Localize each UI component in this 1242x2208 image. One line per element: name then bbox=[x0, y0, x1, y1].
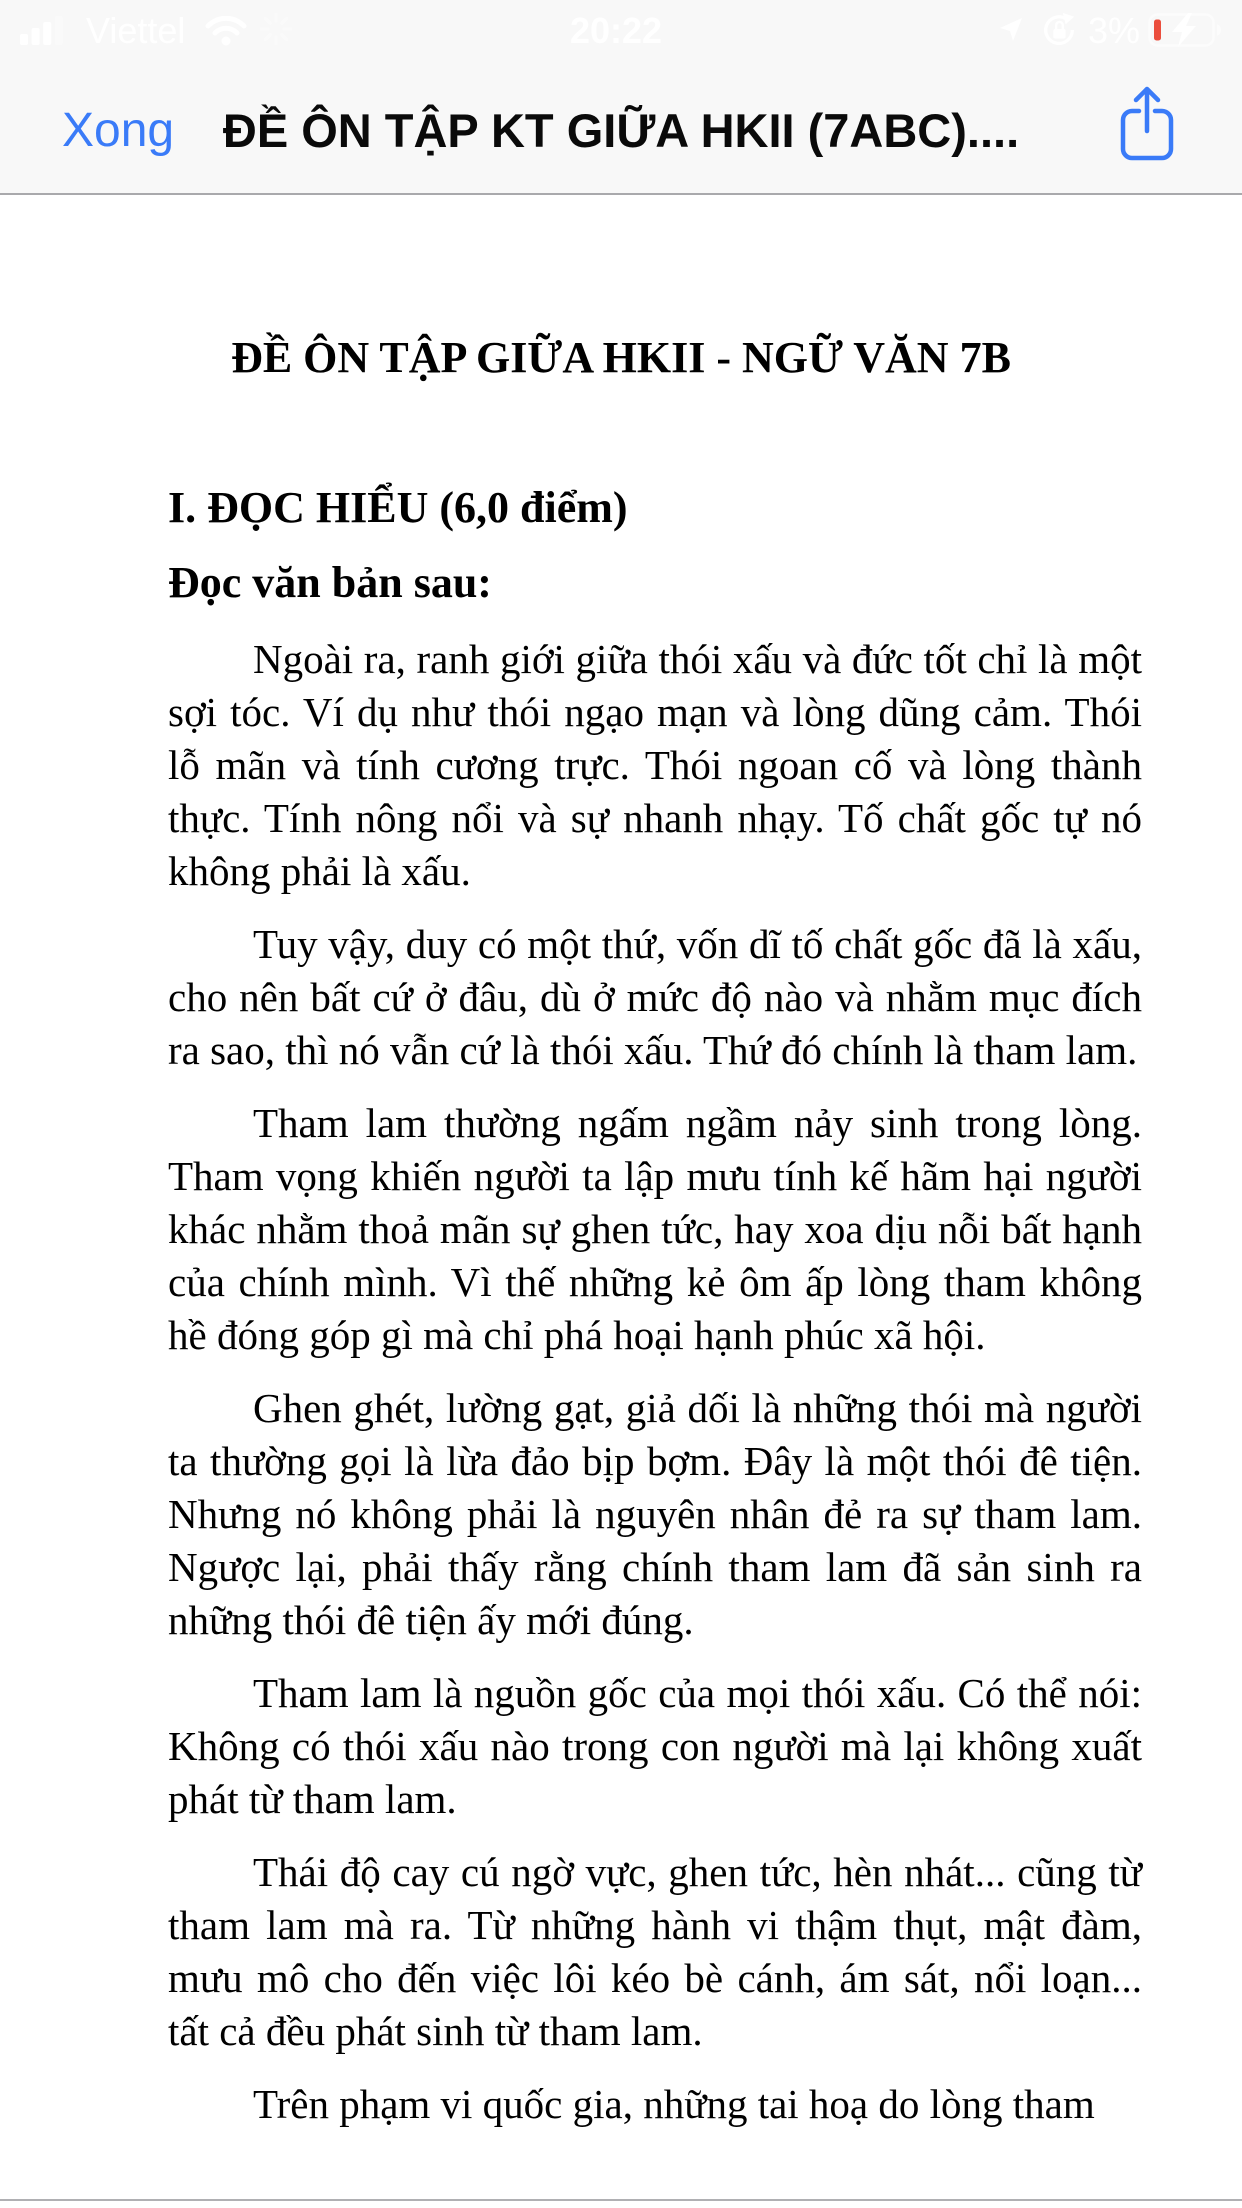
paragraph: Tham lam thường ngấm ngầm nảy sinh trong lòng. Tham vọng khiến người ta lập mưu tính kế hãm hại người khác nhằm thoả mãn sự ghen tức, hay xoa dịu nỗi bất hạnh của chính mình. Vì thế những kẻ ôm ấp lòng tham không hề đóng góp gì mà chỉ phá hoại hạnh phúc xã hội. bbox=[168, 1100, 1142, 1358]
navigation-bar bbox=[0, 60, 1242, 193]
wifi-icon bbox=[204, 12, 248, 46]
paragraph: Tuy vậy, duy có một thứ, vốn dĩ tố chất gốc đã là xấu, cho nên bất cứ ở đâu, dù ở mức độ nào và nhằm mục đích ra sao, thì nó vẫn cứ là thói xấu. Thứ đó chính là tham lam. bbox=[168, 921, 1142, 1073]
battery-charging-icon bbox=[1148, 13, 1224, 47]
share-button[interactable] bbox=[1118, 84, 1176, 162]
done-button[interactable]: Xong bbox=[62, 103, 175, 157]
document-page[interactable] bbox=[0, 195, 1242, 2208]
subheading: Đọc văn bản sau: bbox=[168, 558, 492, 607]
battery-percent-label: 3% bbox=[1088, 10, 1141, 51]
paragraph: Trên phạm vi quốc gia, những tai hoạ do lòng tham bbox=[253, 2081, 1095, 2127]
paragraph: Ngoài ra, ranh giới giữa thói xấu và đức tốt chỉ là một sợi tóc. Ví dụ như thói ngạo mạn và lòng dũng cảm. Thói lỗ mãn và tính cương trực. Thói ngoan cố và lòng thành thực. Tính nông nổi và sự nhanh nhạy. Tố chất gốc tự nó không phải là xấu. bbox=[168, 636, 1142, 894]
paragraph: Tham lam là nguồn gốc của mọi thói xấu. Có thể nói: Không có thói xấu nào trong con người mà lại không xuất phát từ tham lam. bbox=[168, 1670, 1142, 1822]
section-heading: I. ĐỌC HIỂU (6,0 điểm) bbox=[168, 483, 628, 532]
paragraph: Ghen ghét, lường gạt, giả dối là những thói mà người ta thường gọi là lừa đảo bịp bợm. Đây là một thói đê tiện. Nhưng nó không phải là nguyên nhân đẻ ra sự tham lam. Ngược lại, phải thấy rằng chính tham lam đã sản sinh ra những thói đê tiện ấy mới đúng. bbox=[168, 1385, 1142, 1643]
document-title: ĐỀ ÔN TẬP GIỮA HKII - NGỮ VĂN 7B bbox=[231, 333, 1011, 382]
body-text bbox=[168, 633, 1142, 2131]
location-arrow-icon bbox=[998, 16, 1024, 42]
status-bar bbox=[0, 0, 1242, 60]
bottom-toolbar-edge bbox=[0, 2199, 1242, 2201]
carrier-label: Viettel bbox=[86, 10, 186, 51]
network-activity-spinner-icon bbox=[260, 13, 292, 45]
paragraph: Thái độ cay cú ngờ vực, ghen tức, hèn nhát... cũng từ tham lam mà ra. Từ những hành vi thậm thụt, mật đàm, mưu mô cho đến việc lôi kéo bè cánh, ám sát, nổi loạn... tất cả đều phát sinh từ tham lam. bbox=[168, 1849, 1142, 2054]
rotation-lock-icon bbox=[1040, 10, 1078, 50]
cellular-signal-icon bbox=[20, 14, 64, 46]
top-chrome bbox=[0, 0, 1242, 195]
document-filename-title: ĐỀ ÔN TẬP KT GIỮA HKII (7ABC).... bbox=[222, 103, 1020, 157]
clock: 20:22 bbox=[570, 10, 663, 51]
share-icon bbox=[1118, 84, 1176, 162]
